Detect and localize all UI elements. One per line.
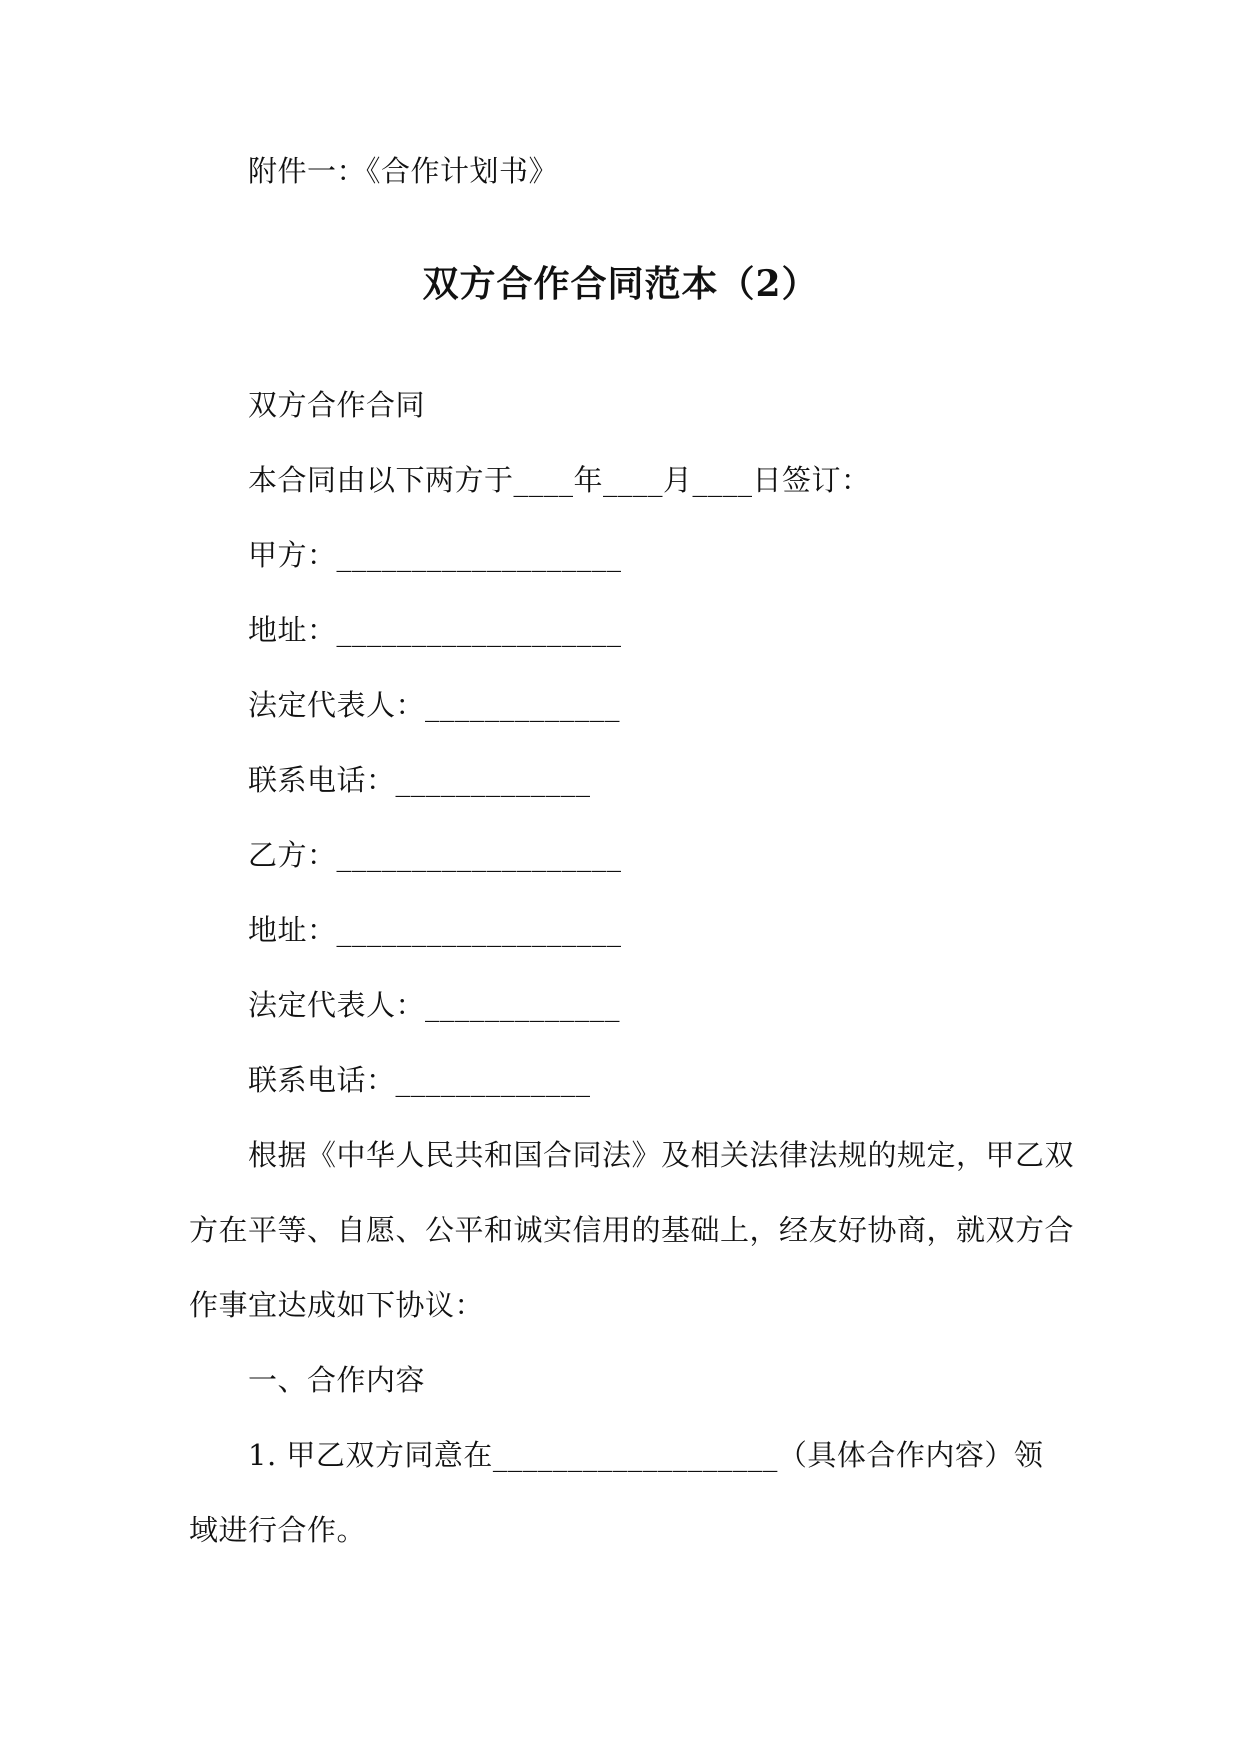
clause-line: 1. 甲乙双方同意在___________________（具体合作内容）领	[248, 1438, 1044, 1472]
party-b-phone: 联系电话：_____________	[248, 1063, 591, 1097]
document-title: 双方合作合同范本（2）	[422, 263, 819, 305]
attachment-note: 附件一：《合作计划书》	[248, 154, 559, 188]
contract-subtitle: 双方合作合同	[248, 388, 426, 422]
preamble-line: 根据《中华人民共和国合同法》及相关法律法规的规定，甲乙双	[248, 1138, 1075, 1172]
signing-date-line: 本合同由以下两方于____年____月____日签订：	[248, 463, 871, 497]
preamble-line: 方在平等、自愿、公平和诚实信用的基础上，经友好协商，就双方合	[189, 1213, 1075, 1247]
party-b-name: 乙方：___________________	[248, 838, 622, 872]
party-b-representative: 法定代表人：_____________	[248, 988, 621, 1022]
section-heading: 一、合作内容	[248, 1363, 426, 1397]
party-a-name: 甲方：___________________	[248, 538, 622, 572]
party-a-representative: 法定代表人：_____________	[248, 688, 621, 722]
preamble-line: 作事宜达成如下协议：	[189, 1288, 485, 1322]
party-a-phone: 联系电话：_____________	[248, 763, 591, 797]
clause-line: 域进行合作。	[189, 1513, 367, 1547]
party-a-address: 地址：___________________	[248, 613, 622, 647]
party-b-address: 地址：___________________	[248, 913, 622, 947]
